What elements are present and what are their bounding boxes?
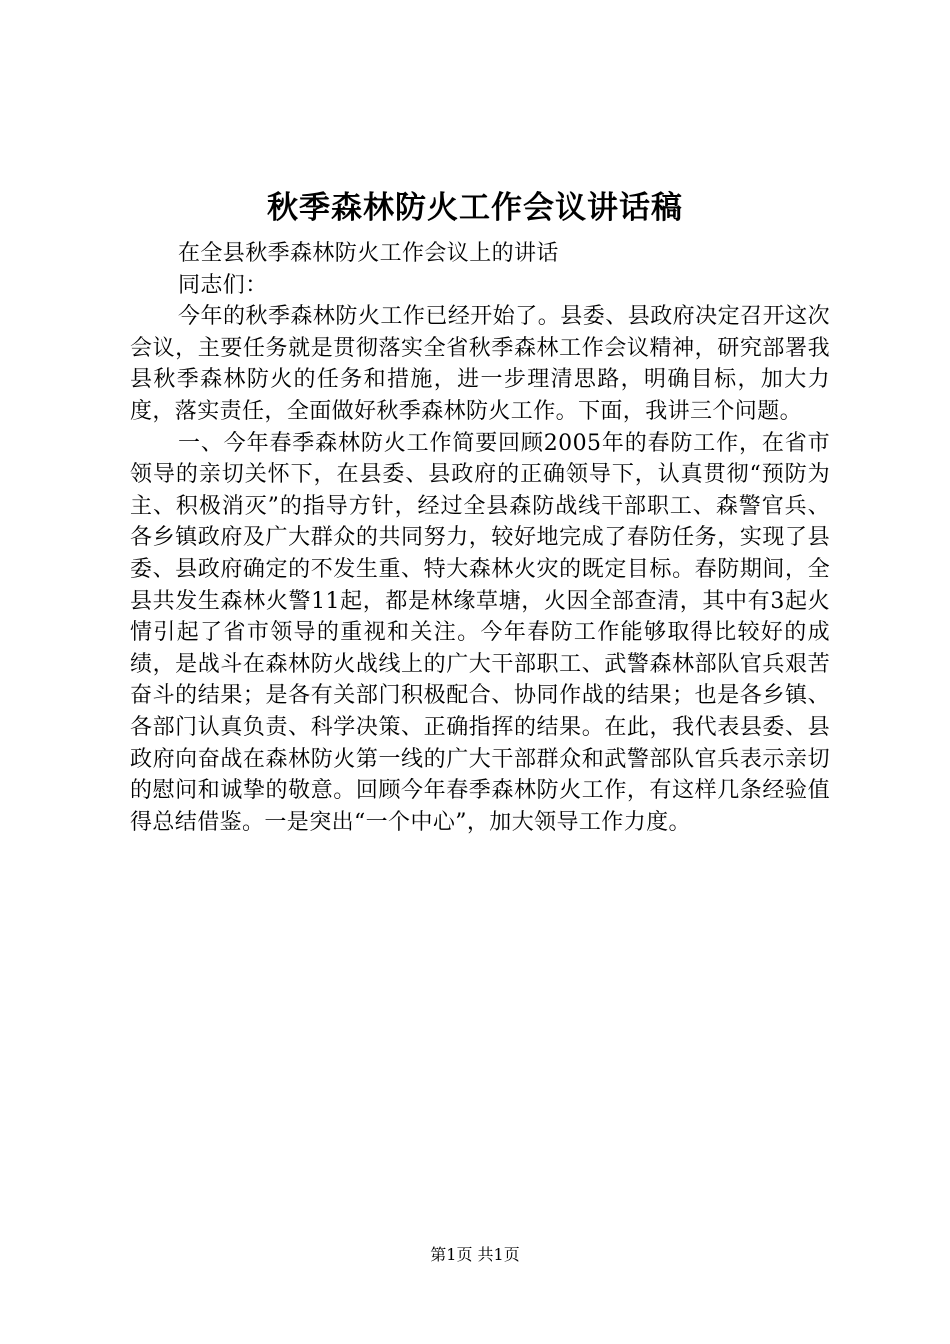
document-body bbox=[130, 238, 830, 838]
document-title: 秋季森林防火工作会议讲话稿 bbox=[267, 190, 683, 226]
body-paragraph: 今年的秋季森林防火工作已经开始了。县委、县政府决定召开这次会议，主要任务就是贯彻落实全省秋季森林工作会议精神，研究部署我县秋季森林防火的任务和措施，进一步理清思路，明确目标，加大力度，落实责任，全面做好秋季森林防火工作。下面，我讲三个问题。 bbox=[130, 304, 830, 424]
salutation: 同志们： bbox=[178, 272, 268, 298]
body-paragraph: 一、今年春季森林防火工作简要回顾2005年的春防工作，在省市领导的亲切关怀下，在县委、县政府的正确领导下，认真贯彻“预防为主、积极消灭”的指导方针，经过全县森防战线干部职工、森警官兵、各乡镇政府及广大群众的共同努力，较好地完成了春防任务，实现了县委、县政府确定的不发生重、特大森林火灾的既定目标。春防期间，全县共发生森林火警11起，都是林缘草塘，火因全部查清，其中有3起火情引起了省市领导的重视和关注。今年春防工作能够取得比较好的成绩，是战斗在森林防火战线上的广大干部职工、武警森林部队官兵艰苦奋斗的结果；是各有关部门积极配合、协同作战的结果；也是各乡镇、各部门认真负责、科学决策、正确指挥的结果。在此，我代表县委、县政府向奋战在森林防火第一线的广大干部群众和武警部队官兵表示亲切的慰问和诚挚的敬意。回顾今年春季森林防火工作，有这样几条经验值得总结借鉴。一是突出“一个中心”，加大领导工作力度。 bbox=[130, 430, 830, 835]
speech-subtitle: 在全县秋季森林防火工作会议上的讲话 bbox=[178, 241, 559, 266]
page-footer: 第1页 共1页 bbox=[430, 1245, 520, 1264]
